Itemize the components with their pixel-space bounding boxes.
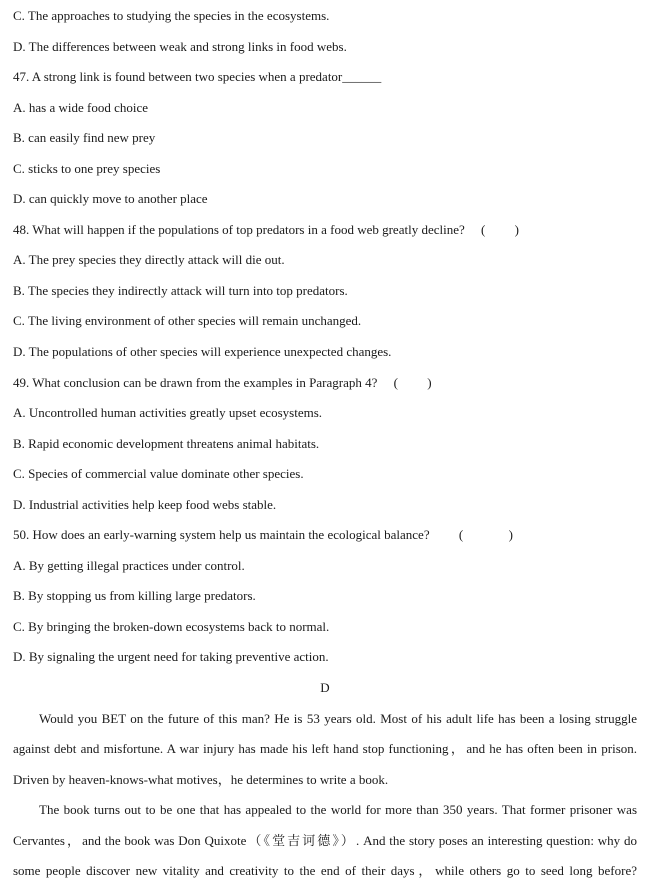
option-c-line: C. The approaches to studying the species in the ecosystems. [13, 8, 330, 23]
question-49-option-a: A. Uncontrolled human activities greatly upset ecosystems. [13, 405, 323, 421]
question-48-option-a: A. The prey species they directly attack will die out. [13, 252, 285, 268]
question-48-option-b: B. The species they indirectly attack will turn into top predators. [13, 282, 348, 298]
question-48-option-c: C. The living environment of other species will remain unchanged. [13, 313, 362, 329]
passage-line: Would you BET on the future of this man? He is 53 years old. Most of his adult life has been a losing struggle [39, 710, 637, 726]
question-50-line: 50. How does an early-warning system help us maintain the ecological balance? ( ) [13, 527, 513, 543]
question-49-option-d: D. Industrial activities help keep food webs stable. [13, 496, 277, 512]
question-50-option-b: B. By stopping us from killing large predators. [13, 588, 256, 604]
section-header-d: D [320, 680, 330, 696]
question-49-option-c: C. Species of commercial value dominate other species. [13, 466, 304, 482]
question-47-line: 47. A strong link is found between two species when a predator______ [13, 69, 382, 85]
question-48-option-d: D. The populations of other species will experience unexpected changes. [13, 344, 392, 360]
question-47-option-d: D. can quickly move to another place [13, 191, 208, 207]
option-d-line: D. The differences between weak and strong links in food webs. [13, 38, 347, 54]
question-48-line: 48. What will happen if the populations of top predators in a food web greatly decline? ( ) [13, 221, 519, 237]
passage-line: Cervantes，and the book was Don Quixote（《堂吉诃德》）. And the story poses an interesting question: why do [13, 832, 637, 848]
question-50-option-a: A. By getting illegal practices under control. [13, 557, 245, 573]
question-49-line: 49. What conclusion can be drawn from the examples in Paragraph 4? ( ) [13, 374, 432, 390]
question-50-option-c: C. By bringing the broken-down ecosystems back to normal. [13, 618, 330, 634]
question-47-option-a: A. has a wide food choice [13, 99, 149, 115]
question-47-option-b: B. can easily find new prey [13, 130, 156, 146]
passage-line: Driven by heaven-knows-what motives，he determines to write a book. [13, 771, 389, 787]
passage-line: against debt and misfortune. A war injury has made his left hand stop functioning，and he has often been in prison. [13, 741, 637, 757]
question-47-option-c: C. sticks to one prey species [13, 160, 161, 176]
passage-line: The book turns out to be one that has appealed to the world for more than 350 years. That former prisoner was [39, 802, 637, 818]
question-50-option-d: D. By signaling the urgent need for taking preventive action. [13, 649, 329, 665]
question-49-option-b: B. Rapid economic development threatens animal habitats. [13, 435, 320, 451]
passage-line: some people discover new vitality and creativity to the end of their days，while others go to seed long before? [13, 863, 637, 879]
